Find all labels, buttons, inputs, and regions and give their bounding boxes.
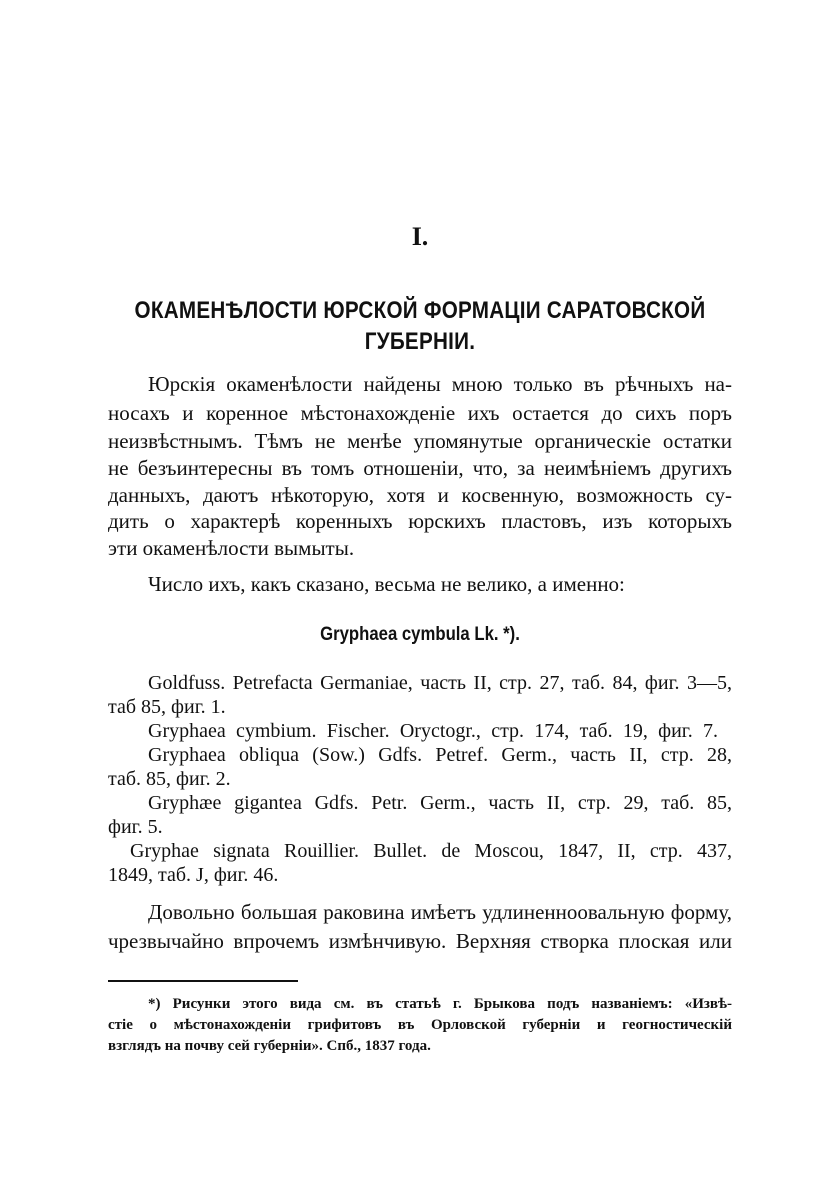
count-line: Число ихъ, какъ сказано, весьма не велико, а именно:	[148, 572, 625, 596]
synonymy-line-3: Gryphaea cymbium. Fischer. Oryctogr., стр. 174, таб. 19, фиг. 7.	[148, 720, 718, 742]
description-line-1: Довольно большая раковина имѣетъ удлиненноовальную форму,	[148, 900, 732, 924]
intro-line-7: эти окаменѣлости вымыты.	[108, 536, 355, 560]
species-heading: Gryphaea cymbula Lk. *).	[320, 624, 520, 645]
footnote-rule	[108, 980, 298, 982]
synonymy-line-5: таб. 85, фиг. 2.	[108, 768, 231, 790]
intro-line-5: данныхъ, даютъ нѣкоторую, хотя и косвенную, возможность су-	[108, 483, 732, 507]
intro-line-1: Юрскія окаменѣлости найдены мною только въ рѣчныхъ на-	[148, 372, 732, 396]
footnote-line-3: взглядъ на почву сей губерніи». Спб., 1837 года.	[108, 1038, 431, 1054]
synonymy-line-9: 1849, таб. J, фиг. 46.	[108, 864, 279, 886]
section-number: I.	[411, 222, 429, 251]
footnote-line-2: стіе о мѣстонахожденіи грифитовъ въ Орловской губерніи и геогностическій	[108, 1017, 732, 1033]
chapter-title-line-2: ГУБЕРНІИ.	[364, 328, 476, 355]
chapter-title-line-1: ОКАМЕНѢЛОСТИ ЮРСКОЙ ФОРМАЦІИ САРАТОВСКОЙ	[134, 297, 706, 324]
intro-line-2: носахъ и коренное мѣстонахожденіе ихъ остается до сихъ поръ	[108, 401, 732, 425]
synonymy-line-4: Gryphaea obliqua (Sow.) Gdfs. Petref. Germ., часть II, стр. 28,	[148, 744, 732, 766]
synonymy-line-1: Goldfuss. Petrefacta Germaniae, часть II, стр. 27, таб. 84, фиг. 3—5,	[148, 672, 732, 694]
description-line-2: чрезвычайно впрочемъ измѣнчивую. Верхняя створка плоская или	[108, 929, 732, 953]
synonymy-line-8: Gryphae signata Rouillier. Bullet. de Moscou, 1847, II, стр. 437,	[130, 840, 732, 862]
synonymy-line-7: фиг. 5.	[108, 816, 163, 838]
synonymy-line-6: Gryphæe gigantea Gdfs. Petr. Germ., часть II, стр. 29, таб. 85,	[148, 792, 732, 814]
footnote-line-1: *) Рисунки этого вида см. въ статьѣ г. Брыкова подъ названіемъ: «Извѣ-	[148, 996, 732, 1012]
intro-line-6: дить о характерѣ коренныхъ юрскихъ пластовъ, изъ которыхъ	[108, 509, 732, 533]
synonymy-line-2: таб 85, фиг. 1.	[108, 696, 226, 718]
intro-line-3: неизвѣстнымъ. Тѣмъ не менѣе упомянутые органическіе остатки	[108, 429, 732, 453]
intro-line-4: не безъинтересны въ томъ отношеніи, что, за неимѣніемъ другихъ	[108, 456, 732, 480]
